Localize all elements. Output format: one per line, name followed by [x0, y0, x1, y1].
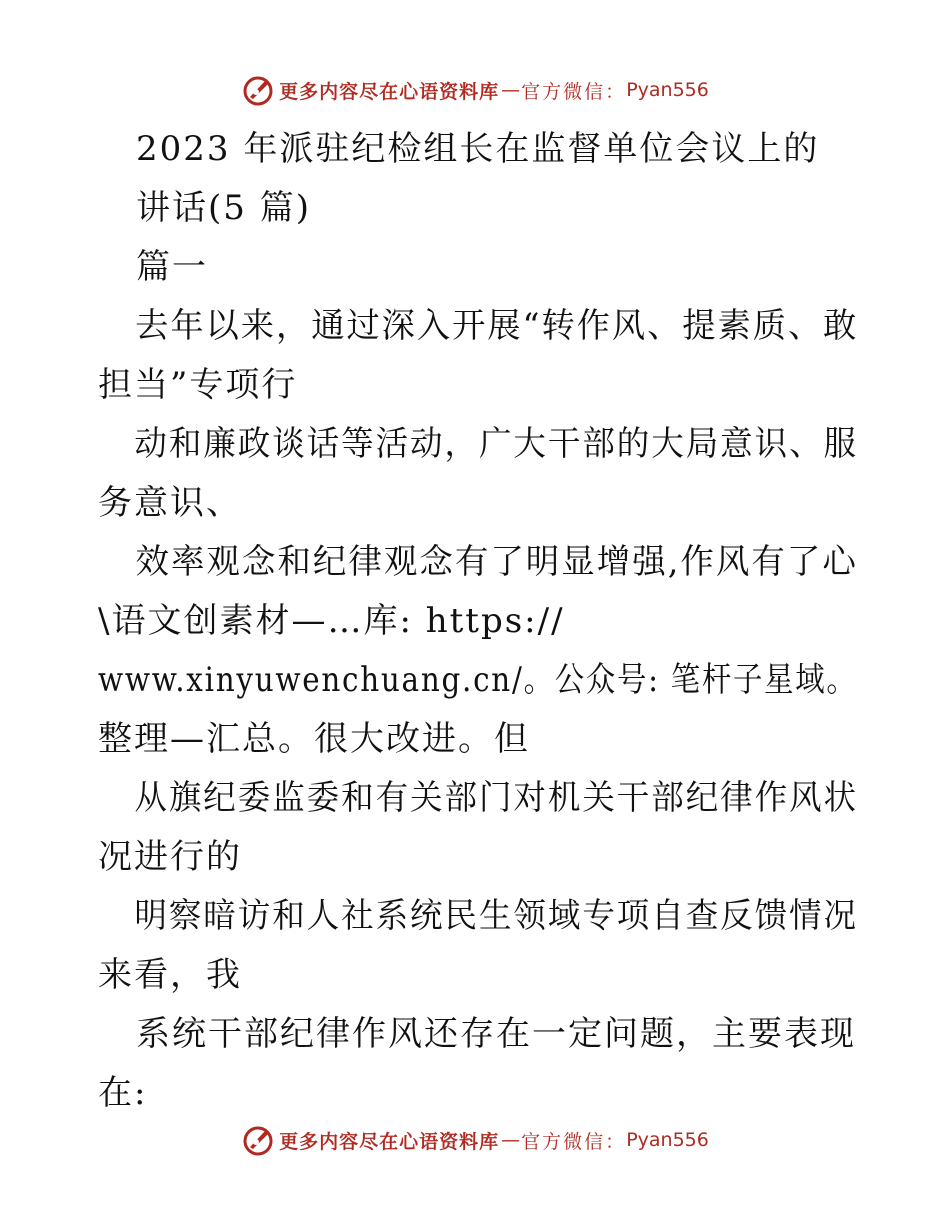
body-line: 明察暗访和人社系统民生领域专项自查反馈情况: [134, 896, 858, 936]
body-line: 效率观念和纪律观念有了明显增强,作风有了心: [135, 542, 858, 582]
banner-wechat-label: 官方微信：: [521, 80, 627, 103]
body-line: 去年以来，通过深入开展“转作风、提素质、敢: [135, 306, 859, 346]
body-line: 来看，我: [98, 955, 242, 995]
quill-logo-icon: [241, 73, 275, 107]
banner-separator: —: [501, 1129, 520, 1151]
body-line: 从旗纪委监委和有关部门对机关干部纪律作风状: [134, 778, 858, 818]
body-line: 动和廉政谈话等活动，广大干部的大局意识、服: [134, 424, 858, 464]
header-watermark-banner: [0, 70, 950, 110]
body-line: 整理—汇总。很大改进。但: [98, 719, 530, 759]
document-body: [98, 120, 858, 1123]
banner-separator: —: [501, 79, 520, 101]
footer-watermark-banner: [0, 1120, 950, 1160]
banner-main-text: 更多内容尽在心语资料库: [279, 1130, 500, 1153]
doc-title-line-2: 讲话(5 篇): [136, 188, 311, 228]
body-line: www.xinyuwenchuang.cn/。公众号: 笔杆子星域。: [98, 660, 858, 700]
doc-title-line-1: 2023 年派驻纪检组长在监督单位会议上的: [136, 129, 820, 169]
banner-wechat-id: Pyan556: [626, 1129, 709, 1151]
body-line: 在:: [98, 1073, 148, 1113]
body-line: 系统干部纪律作风还存在一定问题，主要表现: [136, 1014, 856, 1054]
body-line: \语文创素材—…库: https://: [98, 601, 565, 641]
banner-wechat-label: 官方微信：: [521, 1130, 627, 1153]
section-heading: 篇一: [136, 247, 208, 287]
banner-wechat-id: Pyan556: [626, 79, 709, 101]
banner-main-text: 更多内容尽在心语资料库: [279, 80, 500, 103]
body-line: 务意识、: [98, 483, 242, 523]
body-line: 担当”专项行: [98, 365, 298, 405]
quill-logo-icon: [241, 1123, 275, 1157]
body-line: 况进行的: [98, 837, 242, 877]
